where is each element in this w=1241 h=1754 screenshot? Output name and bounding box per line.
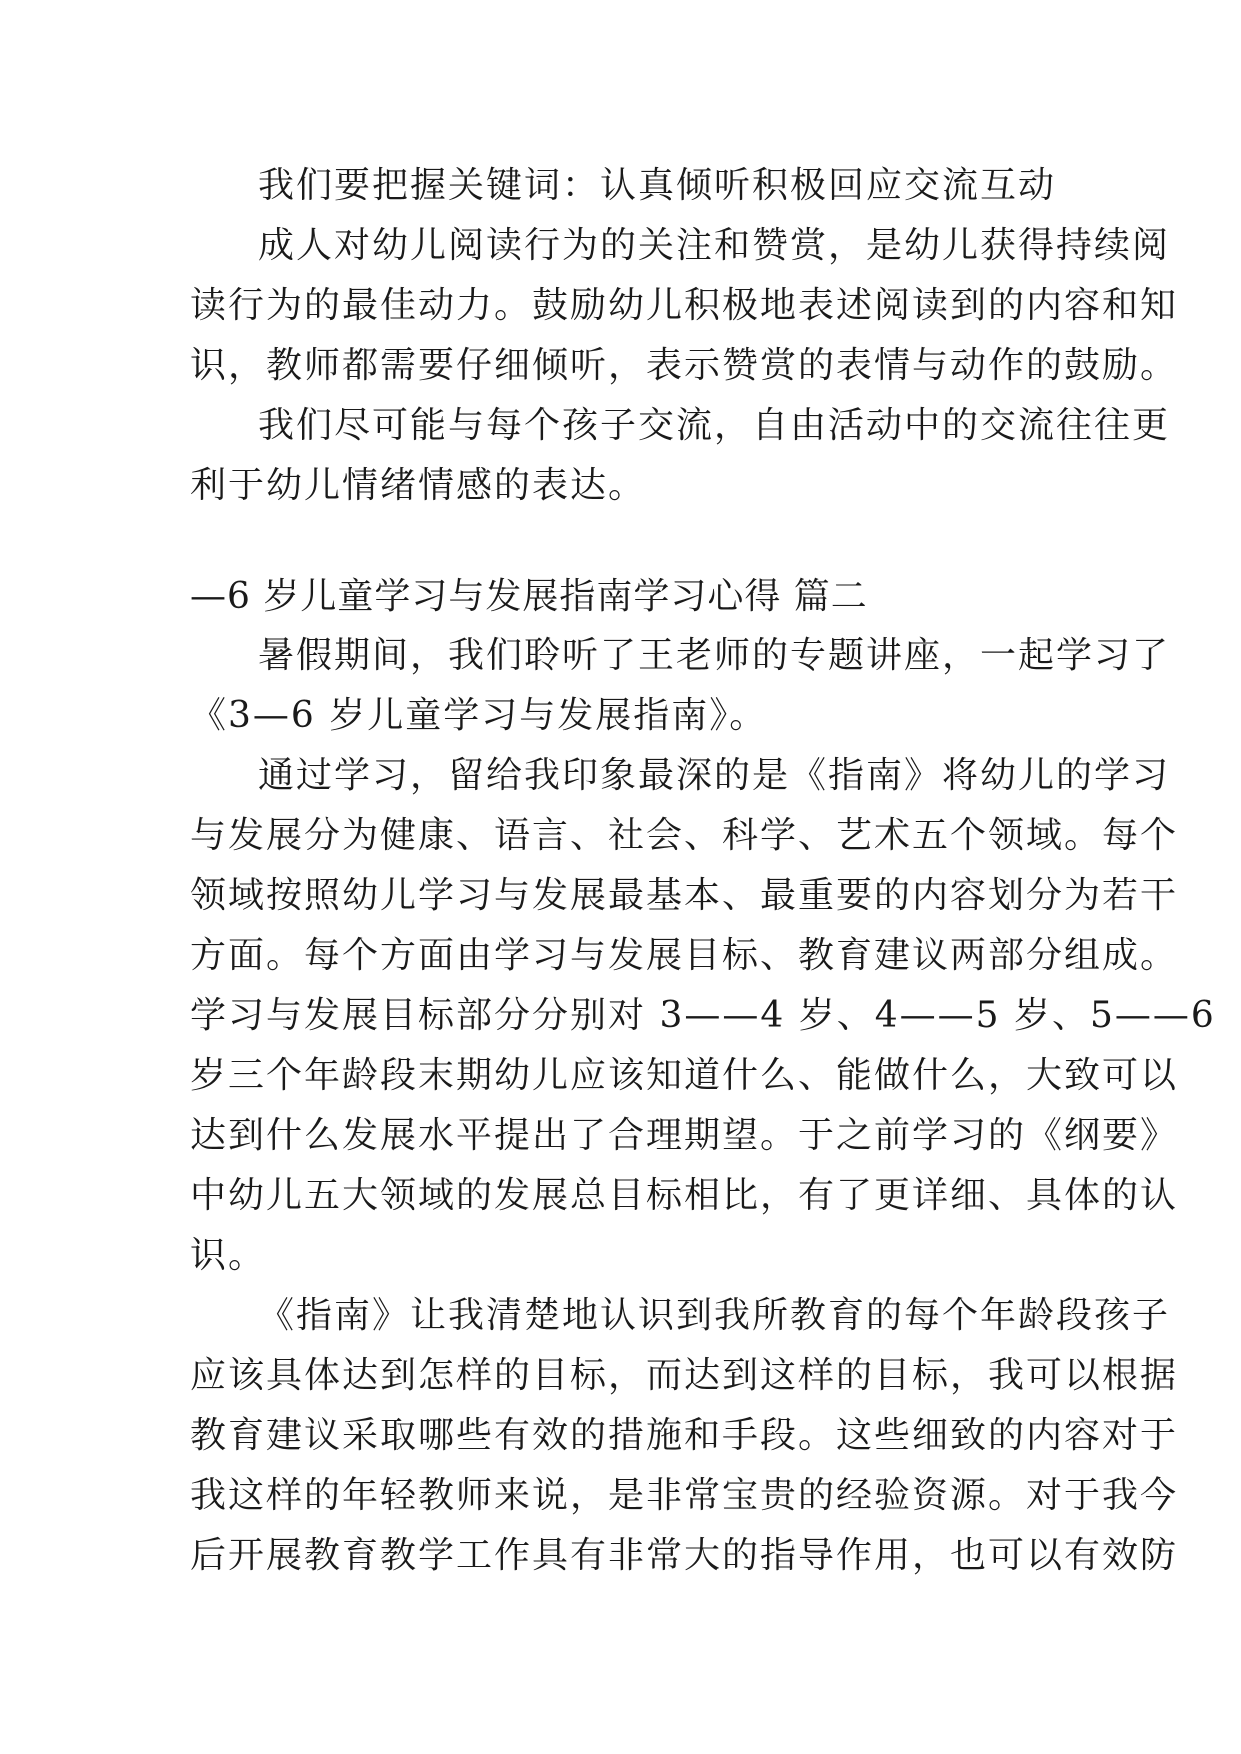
- paragraph-line: 暑假期间，我们聆听了王老师的专题讲座，一起学习了: [258, 635, 1171, 676]
- paragraph-line: 识，教师都需要仔细倾听，表示赞赏的表情与动作的鼓励。: [190, 345, 1179, 386]
- paragraph-line: 应该具体达到怎样的目标，而达到这样的目标，我可以根据: [190, 1355, 1179, 1396]
- paragraph-line: 教育建议采取哪些有效的措施和手段。这些细致的内容对于: [190, 1415, 1179, 1456]
- paragraph-line: 通过学习，留给我印象最深的是《指南》将幼儿的学习: [258, 755, 1171, 796]
- paragraph-line: 与发展分为健康、语言、社会、科学、艺术五个领域。每个: [190, 815, 1179, 856]
- paragraph-line: 我们尽可能与每个孩子交流，自由活动中的交流往往更: [258, 405, 1171, 446]
- paragraph-line: 《3—6 岁儿童学习与发展指南》。: [190, 695, 768, 736]
- paragraph-line: 我这样的年轻教师来说，是非常宝贵的经验资源。对于我今: [190, 1475, 1179, 1516]
- paragraph-line: 《指南》让我清楚地认识到我所教育的每个年龄段孩子: [258, 1295, 1171, 1336]
- section-heading: —6 岁儿童学习与发展指南学习心得 篇二: [190, 576, 868, 617]
- paragraph-line: 后开展教育教学工作具有非常大的指导作用，也可以有效防: [190, 1535, 1179, 1576]
- paragraph-line: 利于幼儿情绪情感的表达。: [190, 465, 647, 506]
- paragraph-line: 达到什么发展水平提出了合理期望。于之前学习的《纲要》: [190, 1115, 1179, 1156]
- paragraph-line: 成人对幼儿阅读行为的关注和赞赏，是幼儿获得持续阅: [258, 225, 1171, 266]
- paragraph-line: 我们要把握关键词：认真倾听积极回应交流互动: [258, 165, 1057, 206]
- paragraph-line: 领域按照幼儿学习与发展最基本、最重要的内容划分为若干: [190, 875, 1179, 916]
- paragraph-line: 方面。每个方面由学习与发展目标、教育建议两部分组成。: [190, 935, 1179, 976]
- paragraph-line: 识。: [190, 1235, 267, 1276]
- paragraph-line: 读行为的最佳动力。鼓励幼儿积极地表述阅读到的内容和知: [190, 285, 1179, 326]
- paragraph-line: 学习与发展目标部分分别对 3——4 岁、4——5 岁、5——6: [190, 995, 1216, 1036]
- paragraph-line: 中幼儿五大领域的发展总目标相比，有了更详细、具体的认: [190, 1175, 1179, 1216]
- paragraph-line: 岁三个年龄段末期幼儿应该知道什么、能做什么，大致可以: [190, 1055, 1179, 1096]
